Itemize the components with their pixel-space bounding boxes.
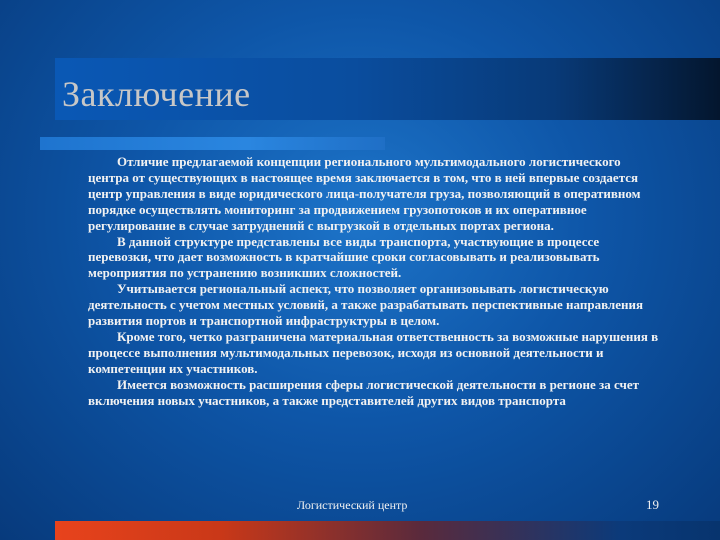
slide-footer: Логистический центр bbox=[297, 498, 408, 512]
slide-title: Заключение bbox=[62, 74, 251, 114]
paragraph-2: В данной структуре представлены все виды транспорта, участвующие в процессе перевозки, что дает возможность в кратчайшие сроки согласовывать и реализовывать мероприятия по устранению возникших сложностей. bbox=[88, 233, 600, 281]
paragraph-5: Имеется возможность расширения сферы логистической деятельности в регионе за счет включения новых участников, а также представителей других видов транспорта bbox=[88, 376, 640, 408]
footer-accent-bar bbox=[55, 521, 720, 540]
paragraph-1: Отличие предлагаемой концепции регионального мультимодального логистического центра от существующих в настоящее время заключается в том, что в ней впервые создается центр управления в виде юридического лица-получателя груза, позволяющий в оперативном порядке осуществлять мониторинг за продвижением грузопотоков и их оперативное регулирование в случае затруднений с выгрузкой в отдельных портах региона. bbox=[88, 154, 641, 233]
paragraph-3: Учитывается региональный аспект, что позволяет организовывать логистическую деятельность с учетом местных условий, а также разрабатывать перспективные направления развития портов и транспортной инфраструктуры в целом. bbox=[88, 281, 644, 329]
slide-body bbox=[88, 154, 662, 409]
paragraph-4: Кроме того, четко разграничена материальная ответственность за возможные нарушения в процессе выполнения мультимодальных перевозок, исходя из основной деятельности и компетенции их участников. bbox=[88, 328, 659, 376]
title-underline-bar bbox=[40, 137, 385, 150]
page-number: 19 bbox=[646, 497, 659, 512]
